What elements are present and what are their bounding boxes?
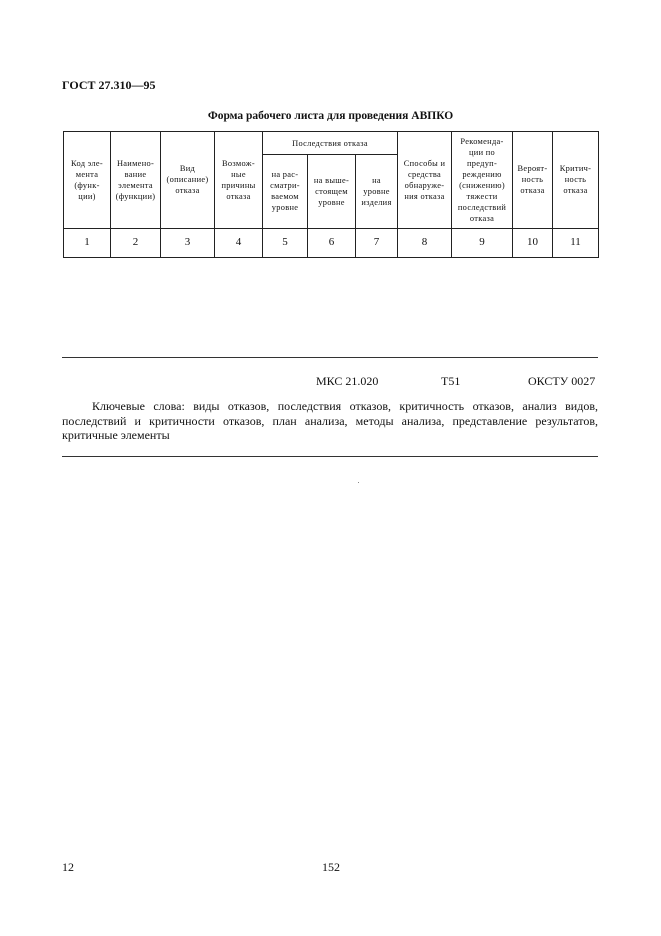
header-failure-probability: Вероят- ность отказа	[513, 132, 553, 229]
column-number: 8	[398, 228, 452, 257]
header-effect-product-level: на уровне изделия	[356, 155, 398, 228]
column-number: 11	[553, 228, 599, 257]
document-header: ГОСТ 27.310—95	[62, 78, 156, 92]
header-element-name: Наимено- вание элемента (функции)	[111, 132, 161, 229]
header-recommendations: Рекоменда- ции по предуп- реждению (снижению) тяжести последствий отказа	[452, 132, 513, 229]
scan-speck	[358, 482, 359, 483]
divider-top	[62, 357, 598, 358]
header-failure-causes: Возмож- ные причины отказа	[215, 132, 263, 229]
column-number: 3	[161, 228, 215, 257]
page-number-center: 152	[322, 860, 340, 874]
column-number: 10	[513, 228, 553, 257]
keywords-paragraph: Ключевые слова: виды отказов, последствия отказов, критичность отказов, анализ видов, последствий и критичности отказов, план анализа, методы анализа, представление результатов, критичные элементы	[62, 399, 598, 442]
column-number: 7	[356, 228, 398, 257]
column-number: 9	[452, 228, 513, 257]
classification-okstu: ОКСТУ 0027	[528, 374, 596, 388]
header-detection-methods: Способы и средства обнаруже- ния отказа	[398, 132, 452, 229]
page-number-left: 12	[62, 860, 74, 874]
column-number: 1	[64, 228, 111, 257]
column-number: 4	[215, 228, 263, 257]
header-effect-higher-level: на выше- стоящем уровне	[308, 155, 356, 228]
column-number: 6	[308, 228, 356, 257]
classification-t: Т51	[441, 374, 461, 388]
column-number: 5	[263, 228, 308, 257]
header-failure-criticality: Критич- ность отказа	[553, 132, 599, 229]
classification-mks: МКС 21.020	[316, 374, 379, 388]
header-effect-current-level: на рас- сматри- ваемом уровне	[263, 155, 308, 228]
table-title: Форма рабочего листа для проведения АВПКО	[207, 110, 454, 122]
header-failure-effects-group: Последствия отказа	[263, 132, 398, 155]
header-element-code: Код эле- мента (функ- ции)	[64, 132, 111, 229]
divider-bottom	[62, 456, 598, 457]
column-number: 2	[111, 228, 161, 257]
worksheet-table	[63, 131, 599, 258]
header-failure-mode: Вид (описание) отказа	[161, 132, 215, 229]
